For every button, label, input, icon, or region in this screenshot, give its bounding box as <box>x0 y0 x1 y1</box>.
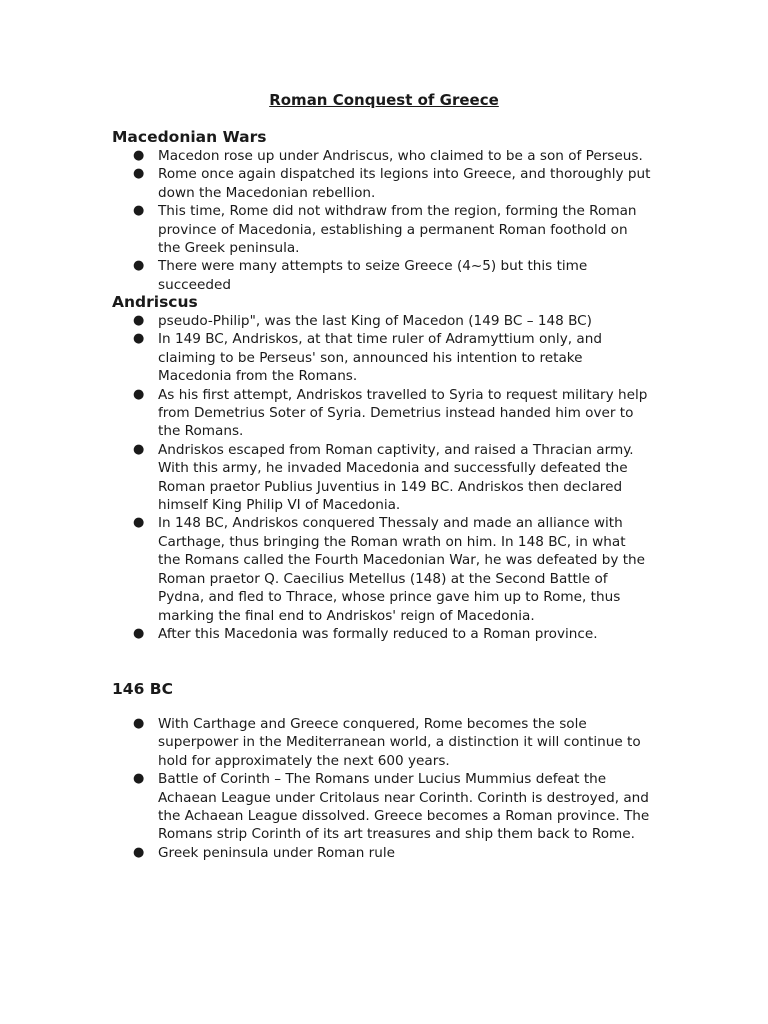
list-item <box>112 715 652 770</box>
list-item <box>112 625 652 643</box>
list-item <box>112 441 652 515</box>
bullet-icon: ● <box>133 716 145 731</box>
list-item-text: Macedon rose up under Andriscus, who claimed to be a son of Perseus. <box>158 148 643 164</box>
list-item-text: As his first attempt, Andriskos travelled to Syria to request military help from Demetrius Soter of Syria. Demetrius instead handed him over to the Romans. <box>158 386 648 440</box>
list-item <box>112 257 652 294</box>
bullet-icon: ● <box>133 313 145 328</box>
section-macedonian-wars <box>112 127 652 294</box>
bullet-icon: ● <box>133 331 145 347</box>
bullet-icon: ● <box>133 625 145 641</box>
bullet-icon: ● <box>133 258 145 274</box>
bullet-list <box>112 715 652 862</box>
list-item <box>112 844 652 862</box>
bullet-icon: ● <box>133 844 145 860</box>
bullet-icon: ● <box>133 386 145 402</box>
bullet-icon: ● <box>133 515 145 531</box>
list-item <box>112 386 652 441</box>
section-heading: 146 BC <box>112 680 173 698</box>
list-item-text: This time, Rome did not withdraw from the region, forming the Roman province of Macedonia, establishing a permanent Roman foothold on the Greek peninsula. <box>158 203 637 257</box>
bullet-list <box>112 147 652 294</box>
list-item-text: Rome once again dispatched its legions into Greece, and thoroughly put down the Macedonian rebellion. <box>158 166 651 201</box>
bullet-icon: ● <box>133 148 145 163</box>
bullet-icon: ● <box>133 441 145 457</box>
list-item <box>112 770 652 844</box>
bullet-icon: ● <box>133 203 145 219</box>
list-item-text: Battle of Corinth – The Romans under Lucius Mummius defeat the Achaean League under Critolaus near Corinth. Corinth is destroyed, and the Achaean League dissolved. Greece becomes a Roman province. The Romans strip Corinth of its art treasures and ship them back to Rome. <box>158 771 650 843</box>
section-andriscus <box>112 292 652 643</box>
section-heading: Andriscus <box>112 293 198 311</box>
list-item-text: pseudo-Philip", was the last King of Macedon (149 BC – 148 BC) <box>158 313 592 329</box>
section-146-bc <box>112 679 652 862</box>
bullet-icon: ● <box>133 166 145 182</box>
list-item-text: After this Macedonia was formally reduced to a Roman province. <box>158 625 598 642</box>
bullet-icon: ● <box>133 771 145 787</box>
list-item-text: With Carthage and Greece conquered, Rome becomes the sole superpower in the Mediterranean world, a distinction it will continue to hold for approximately the next 600 years. <box>158 716 641 769</box>
list-item <box>112 330 652 385</box>
list-item <box>112 312 652 330</box>
list-item <box>112 165 652 202</box>
list-item-text: Andriskos escaped from Roman captivity, and raised a Thracian army. With this army, he invaded Macedonia and successfully defeated the Roman praetor Publius Juventius in 149 BC. Andriskos then declared himself King Philip VI of Macedonia. <box>158 441 634 514</box>
list-item <box>112 514 652 624</box>
list-item-text: In 149 BC, Andriskos, at that time ruler of Adramyttium only, and claiming to be Perseus' son, announced his intention to retake Macedonia from the Romans. <box>158 331 602 385</box>
list-item-text: In 148 BC, Andriskos conquered Thessaly and made an alliance with Carthage, thus bringing the Roman wrath on him. In 148 BC, in what the Romans called the Fourth Macedonian War, he was defeated by the Roman praetor Q. Caecilius Metellus (148) at the Second Battle of Pydna, and fled to Thrace, whose prince gave him up to Rome, thus marking the final end to Andriskos' reign of Macedonia. <box>158 515 645 624</box>
list-item <box>112 147 652 165</box>
bullet-list <box>112 312 652 643</box>
document-title: Roman Conquest of Greece <box>269 91 499 109</box>
section-heading: Macedonian Wars <box>112 128 267 146</box>
list-item <box>112 202 652 257</box>
list-item-text: Greek peninsula under Roman rule <box>158 844 396 861</box>
list-item-text: There were many attempts to seize Greece (4~5) but this time succeeded <box>158 258 588 293</box>
